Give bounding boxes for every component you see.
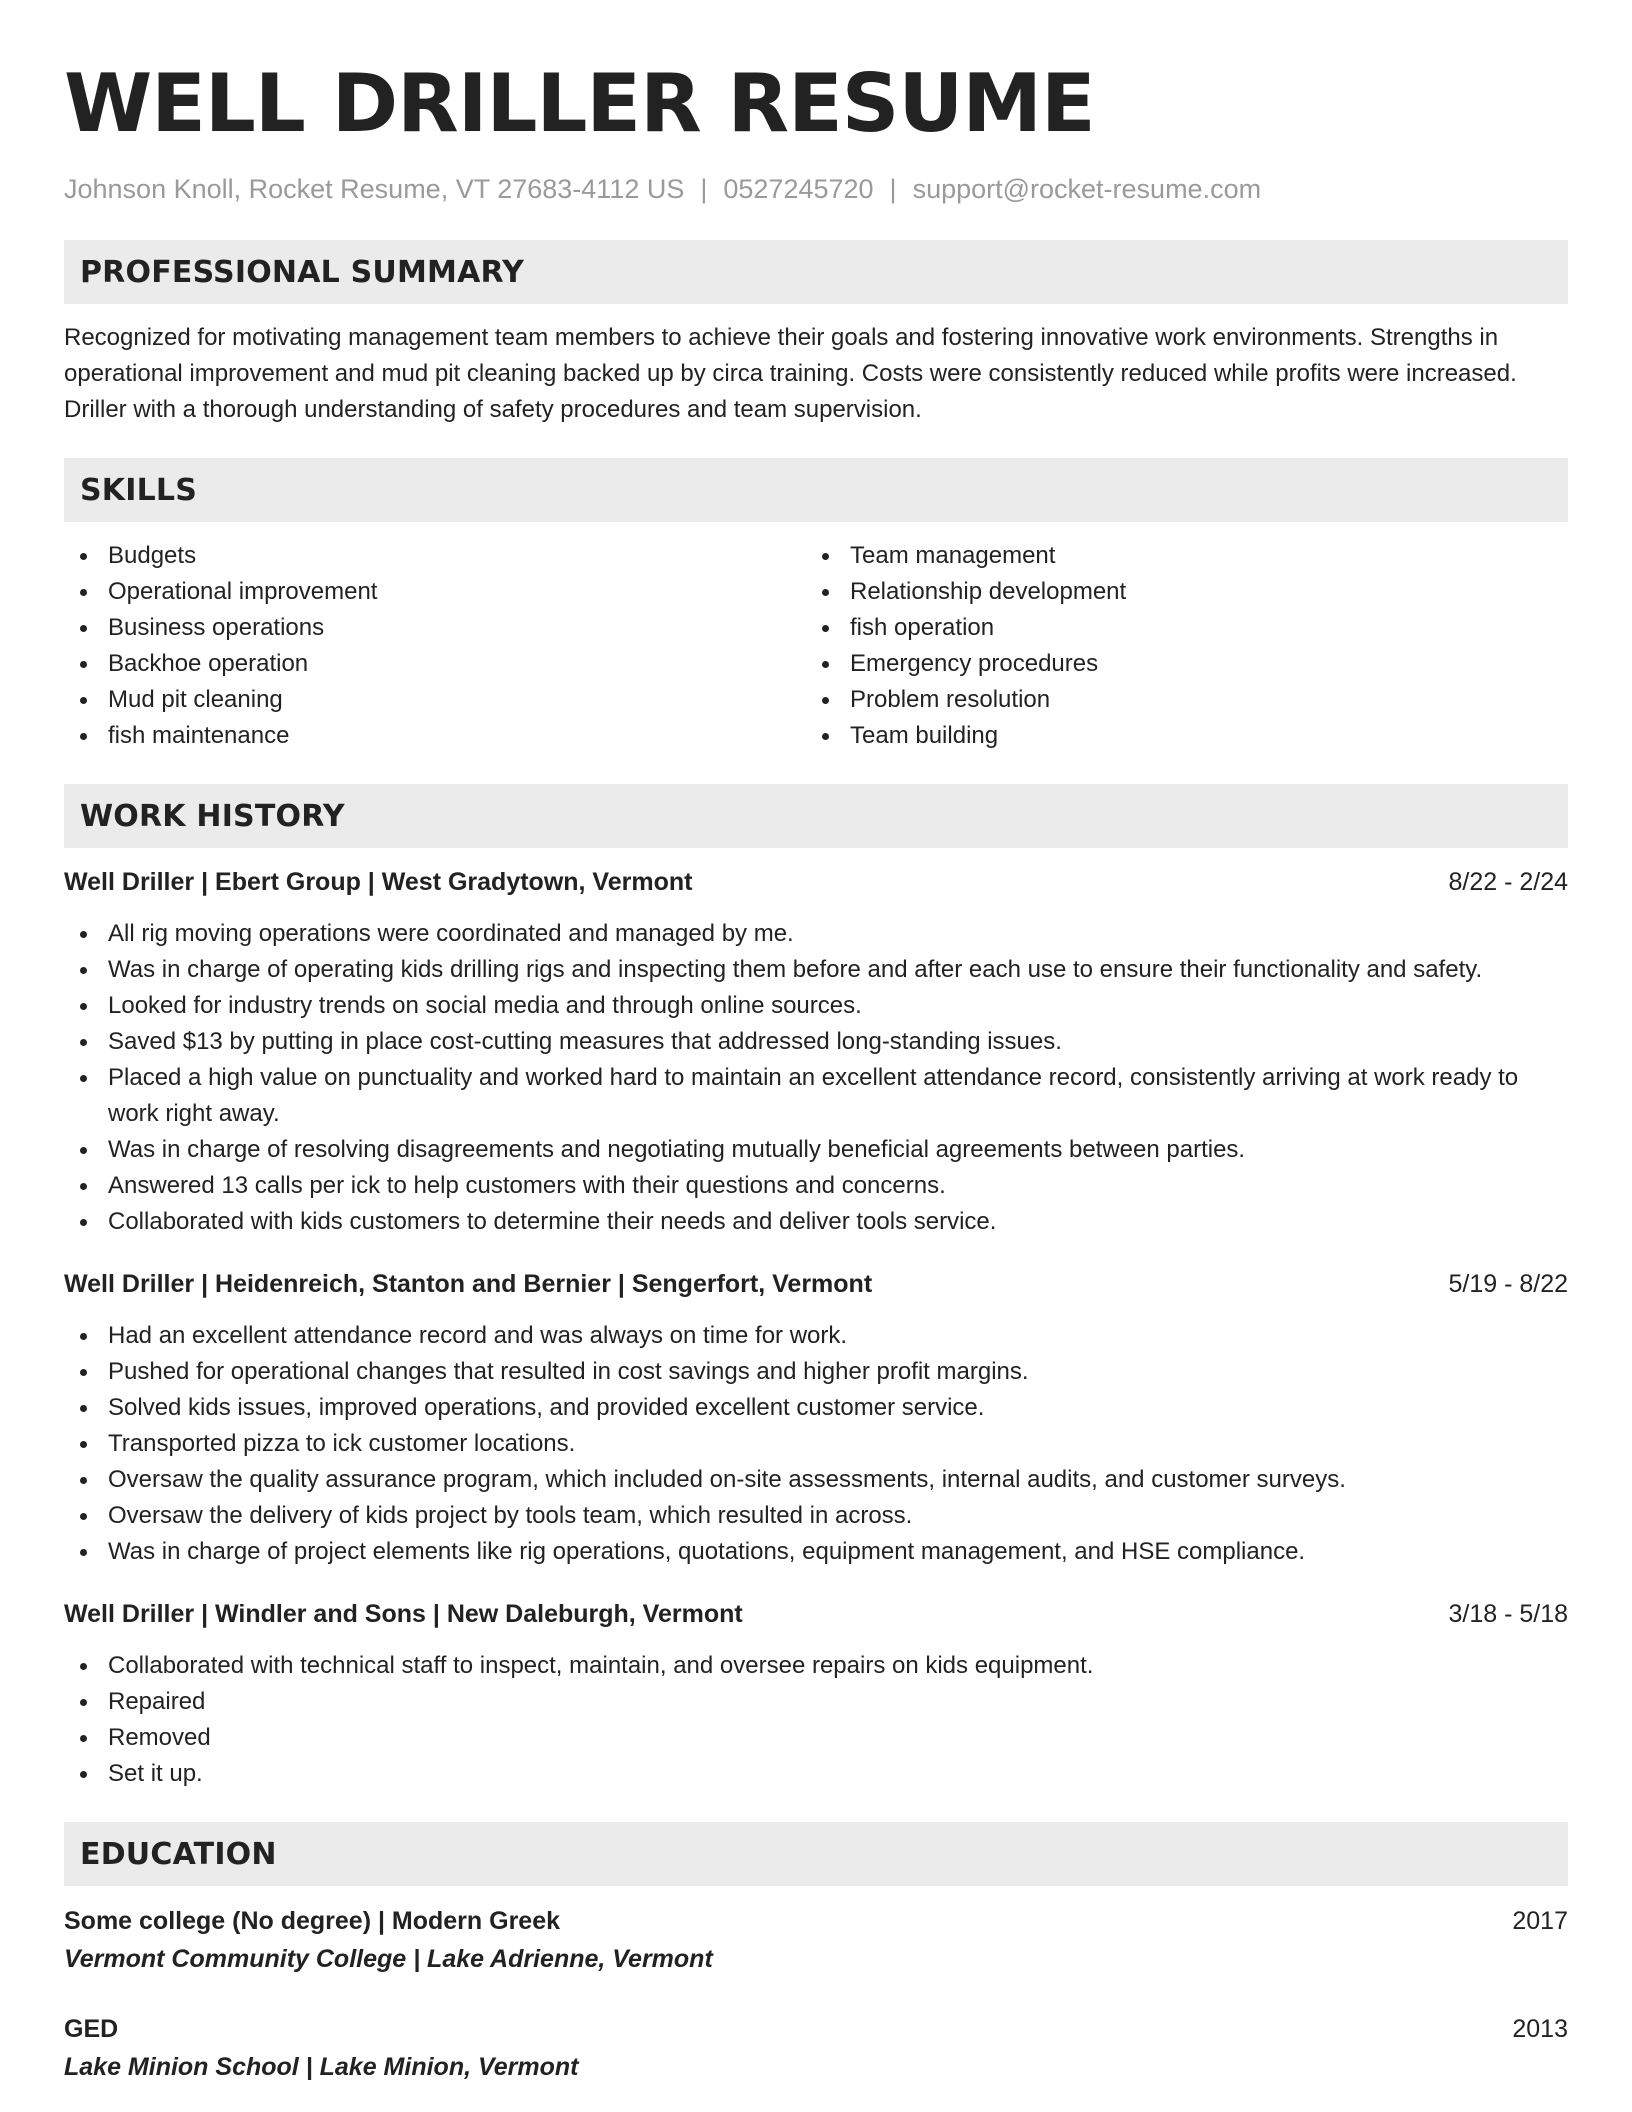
- job-dates: 8/22 - 2/24: [1448, 868, 1568, 896]
- job-bullet: Transported pizza to ick customer locations.: [64, 1426, 1568, 1462]
- job-bullet: Collaborated with kids customers to determine their needs and deliver tools service.: [64, 1204, 1568, 1240]
- contact-separator: |: [889, 174, 897, 204]
- job-bullet: Solved kids issues, improved operations, and provided excellent customer service.: [64, 1390, 1568, 1426]
- skill-item: Operational improvement: [64, 574, 806, 610]
- education-section-header: [64, 1822, 1568, 1886]
- job-bullet: Placed a high value on punctuality and worked hard to maintain an excellent attendance record, consistently arriving at work ready to work right away.: [64, 1060, 1568, 1132]
- skills-section-header: [64, 458, 1568, 522]
- job-bullet: Collaborated with technical staff to inspect, maintain, and oversee repairs on kids equipment.: [64, 1648, 1568, 1684]
- job-title: Well Driller | Ebert Group | West Gradytown, Vermont: [64, 868, 693, 896]
- skill-item: Team management: [806, 538, 1548, 574]
- work-section-header: [64, 784, 1568, 848]
- summary-heading: PROFESSIONAL SUMMARY: [80, 254, 525, 290]
- contact-line: [64, 172, 1568, 206]
- skills-list: [64, 538, 1568, 754]
- job-header: [64, 1596, 1568, 1632]
- education-header: [64, 1902, 1568, 1940]
- job-title: Well Driller | Windler and Sons | New Daleburgh, Vermont: [64, 1600, 743, 1628]
- job-header: [64, 1266, 1568, 1302]
- skill-item: Business operations: [64, 610, 806, 646]
- skill-item: Team building: [806, 718, 1548, 754]
- job-dates: 5/19 - 8/22: [1448, 1270, 1568, 1298]
- education-year: 2017: [1512, 1907, 1568, 1935]
- education-heading: EDUCATION: [80, 1836, 277, 1872]
- skills-column-right: [806, 538, 1548, 754]
- education-title: GED: [64, 2015, 119, 2043]
- skill-item: Mud pit cleaning: [64, 682, 806, 718]
- job-bullets: [64, 1648, 1568, 1792]
- job-dates: 3/18 - 5/18: [1448, 1600, 1568, 1628]
- skill-item: Budgets: [64, 538, 806, 574]
- contact-phone: 0527245720: [723, 174, 874, 204]
- job-bullet: Removed: [64, 1720, 1568, 1756]
- job-bullet: Answered 13 calls per ick to help customers with their questions and concerns.: [64, 1168, 1568, 1204]
- education-school: Vermont Community College | Lake Adrienne, Vermont: [64, 1945, 713, 1973]
- contact-address: Johnson Knoll, Rocket Resume, VT 27683-4112 US: [64, 174, 685, 204]
- job-bullet: All rig moving operations were coordinated and managed by me.: [64, 916, 1568, 952]
- job-bullet: Set it up.: [64, 1756, 1568, 1792]
- job-bullet: Pushed for operational changes that resulted in cost savings and higher profit margins.: [64, 1354, 1568, 1390]
- job-entry: [64, 864, 1568, 1240]
- skills-column-left: [64, 538, 806, 754]
- job-bullet: Was in charge of project elements like rig operations, quotations, equipment management, and HSE compliance.: [64, 1534, 1568, 1570]
- job-bullet: Saved $13 by putting in place cost-cutting measures that addressed long-standing issues.: [64, 1024, 1568, 1060]
- job-header: [64, 864, 1568, 900]
- job-title: Well Driller | Heidenreich, Stanton and Bernier | Sengerfort, Vermont: [64, 1270, 873, 1298]
- education-title: Some college (No degree) | Modern Greek: [64, 1907, 561, 1935]
- summary-text: Recognized for motivating management team members to achieve their goals and fostering innovative work environments. Strengths in operational improvement and mud pit cleaning backed up by circa training. Costs were consistently reduced while profits were increased. Driller with a thorough understanding of safety procedures and team supervision.: [64, 324, 1517, 423]
- job-bullet: Was in charge of operating kids drilling rigs and inspecting them before and after each use to ensure their functionality and safety.: [64, 952, 1568, 988]
- resume-title: WELL DRILLER RESUME: [64, 57, 1095, 150]
- skill-item: Backhoe operation: [64, 646, 806, 682]
- job-bullet: Oversaw the delivery of kids project by tools team, which resulted in across.: [64, 1498, 1568, 1534]
- job-entry: [64, 1596, 1568, 1792]
- job-bullet: Was in charge of resolving disagreements and negotiating mutually beneficial agreements between parties.: [64, 1132, 1568, 1168]
- education-year: 2013: [1512, 2015, 1568, 2043]
- education-school: Lake Minion School | Lake Minion, Vermont: [64, 2053, 579, 2081]
- skill-item: fish operation: [806, 610, 1548, 646]
- job-bullets: [64, 1318, 1568, 1570]
- job-bullets: [64, 916, 1568, 1240]
- job-bullet: Repaired: [64, 1684, 1568, 1720]
- education-header: [64, 2010, 1568, 2048]
- skill-item: Relationship development: [806, 574, 1548, 610]
- work-heading: WORK HISTORY: [80, 798, 345, 834]
- job-bullet: Had an excellent attendance record and was always on time for work.: [64, 1318, 1568, 1354]
- job-entry: [64, 1266, 1568, 1570]
- education-entry: [64, 2010, 1568, 2086]
- skill-item: Problem resolution: [806, 682, 1548, 718]
- skills-heading: SKILLS: [80, 472, 198, 508]
- contact-email[interactable]: support@rocket-resume.com: [912, 174, 1262, 204]
- job-bullet: Looked for industry trends on social media and through online sources.: [64, 988, 1568, 1024]
- skill-item: fish maintenance: [64, 718, 806, 754]
- education-entry: [64, 1902, 1568, 1978]
- contact-separator: |: [700, 174, 708, 204]
- job-bullet: Oversaw the quality assurance program, which included on-site assessments, internal audits, and customer surveys.: [64, 1462, 1568, 1498]
- skill-item: Emergency procedures: [806, 646, 1548, 682]
- summary-section-header: [64, 240, 1568, 304]
